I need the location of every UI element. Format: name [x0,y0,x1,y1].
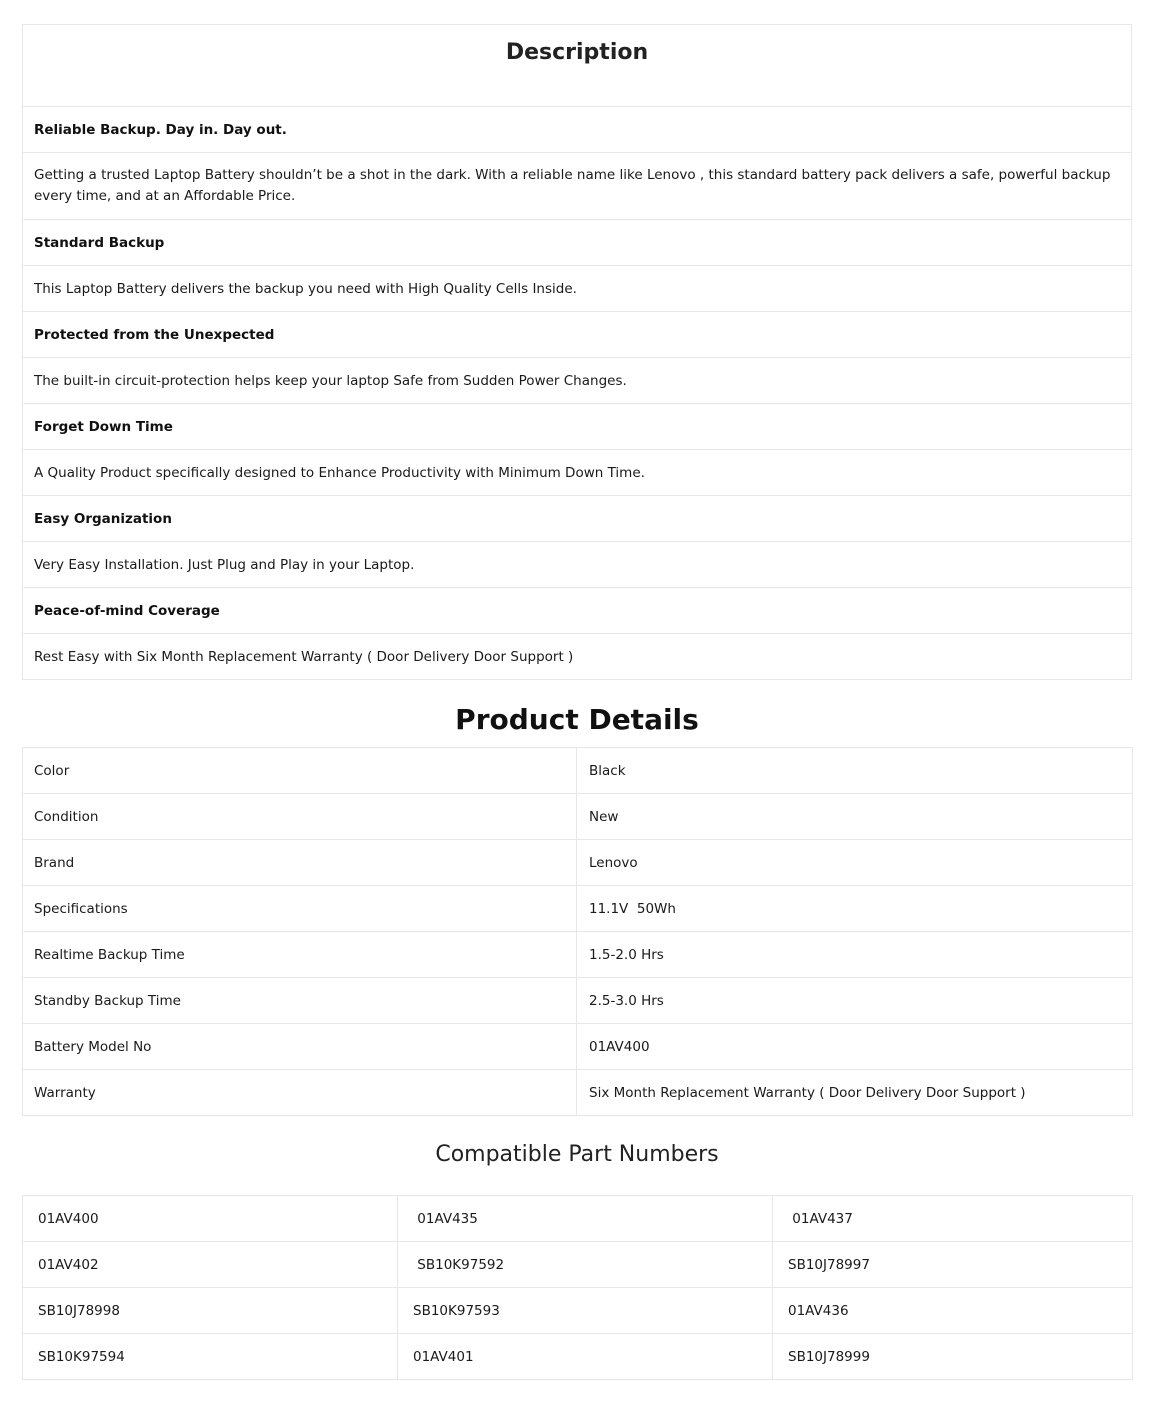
description-row [23,404,1132,450]
description-row [23,496,1132,542]
description-row [23,153,1132,220]
detail-label: Specifications [23,886,577,932]
table-row [23,1288,1133,1334]
part-number: 01AV435 [398,1196,773,1242]
part-number: SB10K97594 [23,1334,398,1380]
part-number: 01AV436 [773,1288,1133,1334]
table-row [23,1024,1133,1070]
detail-label: Color [23,748,577,794]
detail-label: Condition [23,794,577,840]
detail-label: Battery Model No [23,1024,577,1070]
table-row [23,794,1133,840]
description-row [23,266,1132,312]
part-number: 01AV400 [23,1196,398,1242]
description-text: Rest Easy with Six Month Replacement Warranty ( Door Delivery Door Support ) [23,634,1132,680]
description-row [23,634,1132,680]
detail-value: 1.5-2.0 Hrs [577,932,1133,978]
part-number: SB10K97593 [398,1288,773,1334]
detail-value: Black [577,748,1133,794]
description-heading: Reliable Backup. Day in. Day out. [23,107,1132,153]
description-row [23,312,1132,358]
detail-value: Six Month Replacement Warranty ( Door Delivery Door Support ) [577,1070,1133,1116]
detail-value: New [577,794,1133,840]
table-row [23,1070,1133,1116]
detail-label: Warranty [23,1070,577,1116]
detail-label: Realtime Backup Time [23,932,577,978]
description-heading: Easy Organization [23,496,1132,542]
description-heading: Protected from the Unexpected [23,312,1132,358]
description-heading: Peace-of-mind Coverage [23,588,1132,634]
part-number: 01AV437 [773,1196,1133,1242]
description-row [23,588,1132,634]
table-row [23,978,1133,1024]
product-details-table [22,747,1133,1116]
table-row [23,1334,1133,1380]
description-row [23,220,1132,266]
table-row [23,840,1133,886]
description-heading: Standard Backup [23,220,1132,266]
description-heading: Forget Down Time [23,404,1132,450]
description-title: Description [23,25,1132,107]
table-row [23,932,1133,978]
detail-value: 2.5-3.0 Hrs [577,978,1133,1024]
table-row [23,748,1133,794]
compatible-parts-title: Compatible Part Numbers [435,1142,719,1167]
part-number: SB10J78999 [773,1334,1133,1380]
table-row [23,1196,1133,1242]
table-row [23,1242,1133,1288]
part-number: SB10K97592 [398,1242,773,1288]
compatible-parts-table [22,1195,1133,1380]
part-number: 01AV401 [398,1334,773,1380]
detail-value: Lenovo [577,840,1133,886]
description-text: Getting a trusted Laptop Battery shouldn’t be a shot in the dark. With a reliable name like Lenovo , this standard battery pack delivers a safe, powerful backup every time, and at an Affordable Price. [23,153,1132,220]
description-row [23,542,1132,588]
description-text: The built-in circuit-protection helps keep your laptop Safe from Sudden Power Changes. [23,358,1132,404]
table-row [23,886,1133,932]
description-row [23,107,1132,153]
description-table [22,24,1132,680]
description-title-row [23,25,1132,107]
detail-value: 01AV400 [577,1024,1133,1070]
part-number: SB10J78997 [773,1242,1133,1288]
part-number: SB10J78998 [23,1288,398,1334]
description-row [23,450,1132,496]
product-details-title: Product Details [455,703,699,736]
description-row [23,358,1132,404]
detail-label: Standby Backup Time [23,978,577,1024]
description-text: Very Easy Installation. Just Plug and Play in your Laptop. [23,542,1132,588]
description-text: A Quality Product specifically designed to Enhance Productivity with Minimum Down Time. [23,450,1132,496]
detail-label: Brand [23,840,577,886]
description-text: This Laptop Battery delivers the backup you need with High Quality Cells Inside. [23,266,1132,312]
part-number: 01AV402 [23,1242,398,1288]
detail-value: 11.1V 50Wh [577,886,1133,932]
